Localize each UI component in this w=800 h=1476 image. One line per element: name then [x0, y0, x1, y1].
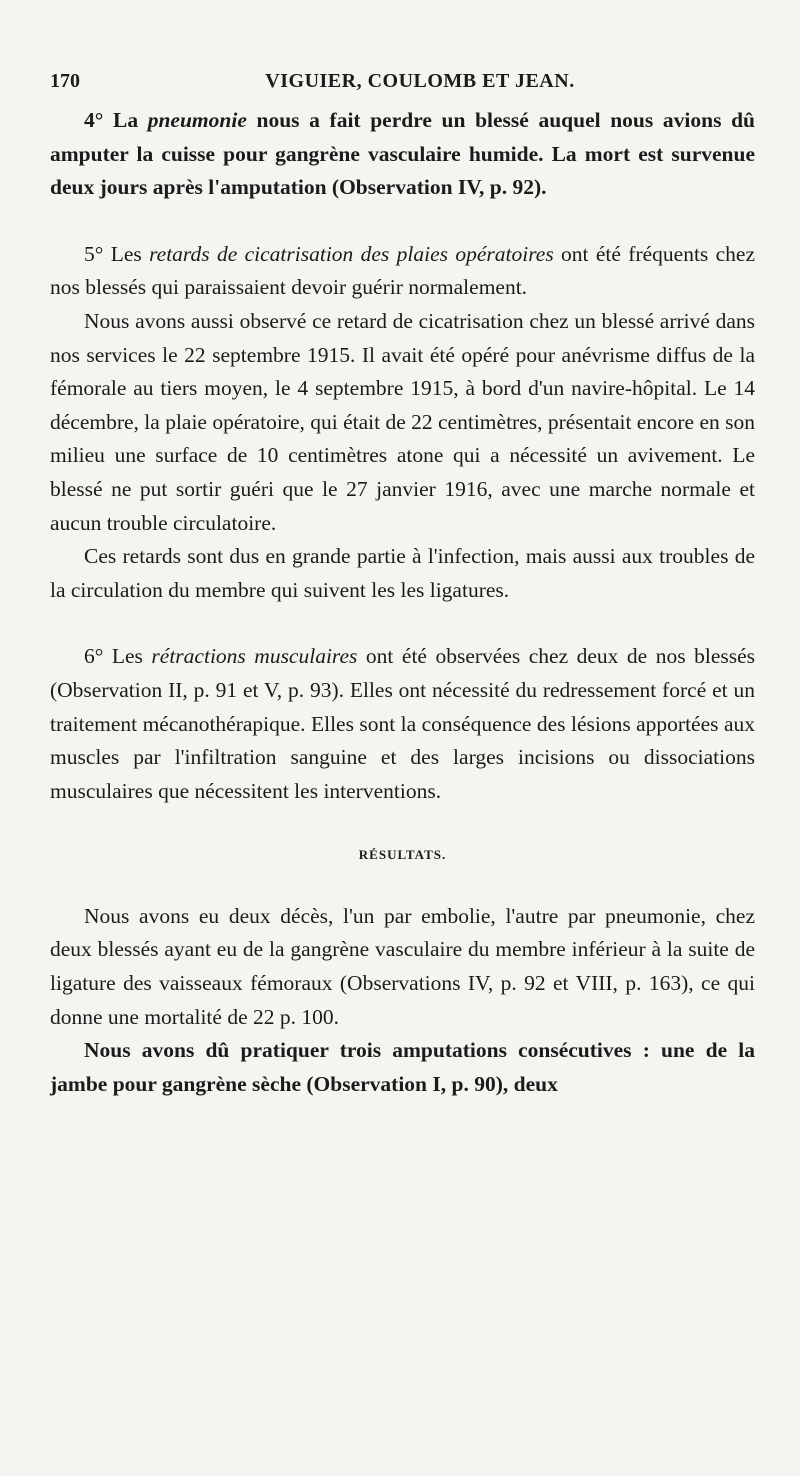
- paragraph-muscle-retractions: [50, 640, 755, 808]
- paragraph-amputations: Nous avons dû pratiquer trois amputations consécutives : une de la jambe pour gangrène sèche (Observation I, p. 90), deux: [50, 1038, 755, 1096]
- paragraph-text: ont été observées chez deux de nos blessés (Observation II, p. 91 et V, p. 93). Elles ont nécessité du redressement forcé et un traitement mécanothérapique. Elles sont la conséquence des lésions apportées aux muscles par l'infiltration sanguine et des larges incisions ou dissociations musculaires que nécessitent les interventions.: [50, 644, 756, 803]
- section-title-results: RÉSULTATS.: [358, 847, 447, 863]
- page-body: [50, 104, 755, 1101]
- paragraph-lead: 5° Les: [84, 241, 150, 266]
- paragraph-lead: 6° Les: [84, 644, 152, 669]
- page-header: [50, 62, 760, 98]
- paragraph-healing-delays: [50, 238, 755, 305]
- emphasis-term: pneumonie: [147, 108, 247, 132]
- paragraph-text: nous a fait perdre un blessé auquel nous avions dû amputer la cuisse pour gangrène vasculaire humide. La mort est survenue deux jours après l'amputation (Observation IV, p. 92).: [50, 108, 755, 200]
- paragraph-pneumonia: [50, 104, 755, 205]
- paragraph-lead: 4° La: [84, 108, 148, 132]
- running-head: VIGUIER, COULOMB ET JEAN.: [265, 70, 575, 92]
- emphasis-term: retards de cicatrisation des plaies opératoires: [149, 241, 554, 266]
- paragraph-deaths: Nous avons eu deux décès, l'un par embolie, l'autre par pneumonie, chez deux blessés ayant eu de la gangrène vasculaire du membre inférieur à la suite de ligature des vaisseaux fémoraux (Observations IV, p. 92 et VIII, p. 163), ce qui donne une mortalité de 22 p. 100.: [50, 903, 755, 1029]
- page-number: 170: [50, 70, 80, 92]
- paragraph-text: ont été fréquents chez nos blessés qui paraissaient devoir guérir normalement.: [50, 241, 756, 300]
- paragraph-case-report: Nous avons aussi observé ce retard de cicatrisation chez un blessé arrivé dans nos services le 22 septembre 1915. Il avait été opéré pour anévrisme diffus de la fémorale au tiers moyen, le 4 septembre 1915, à bord d'un navire-hôpital. Le 14 décembre, la plaie opératoire, qui était de 22 centimètres, présentait encore en son milieu une surface de 10 centimètres atone qui a nécessité un avivement. Le blessé ne put sortir guéri que le 27 janvier 1916, avec une marche normale et aucun trouble circulatoire.: [50, 308, 756, 535]
- paragraph-causes: Ces retards sont dus en grande partie à l'infection, mais aussi aux troubles de la circulation du membre qui suivent les les ligatures.: [50, 544, 755, 602]
- emphasis-term: rétractions musculaires: [151, 644, 358, 669]
